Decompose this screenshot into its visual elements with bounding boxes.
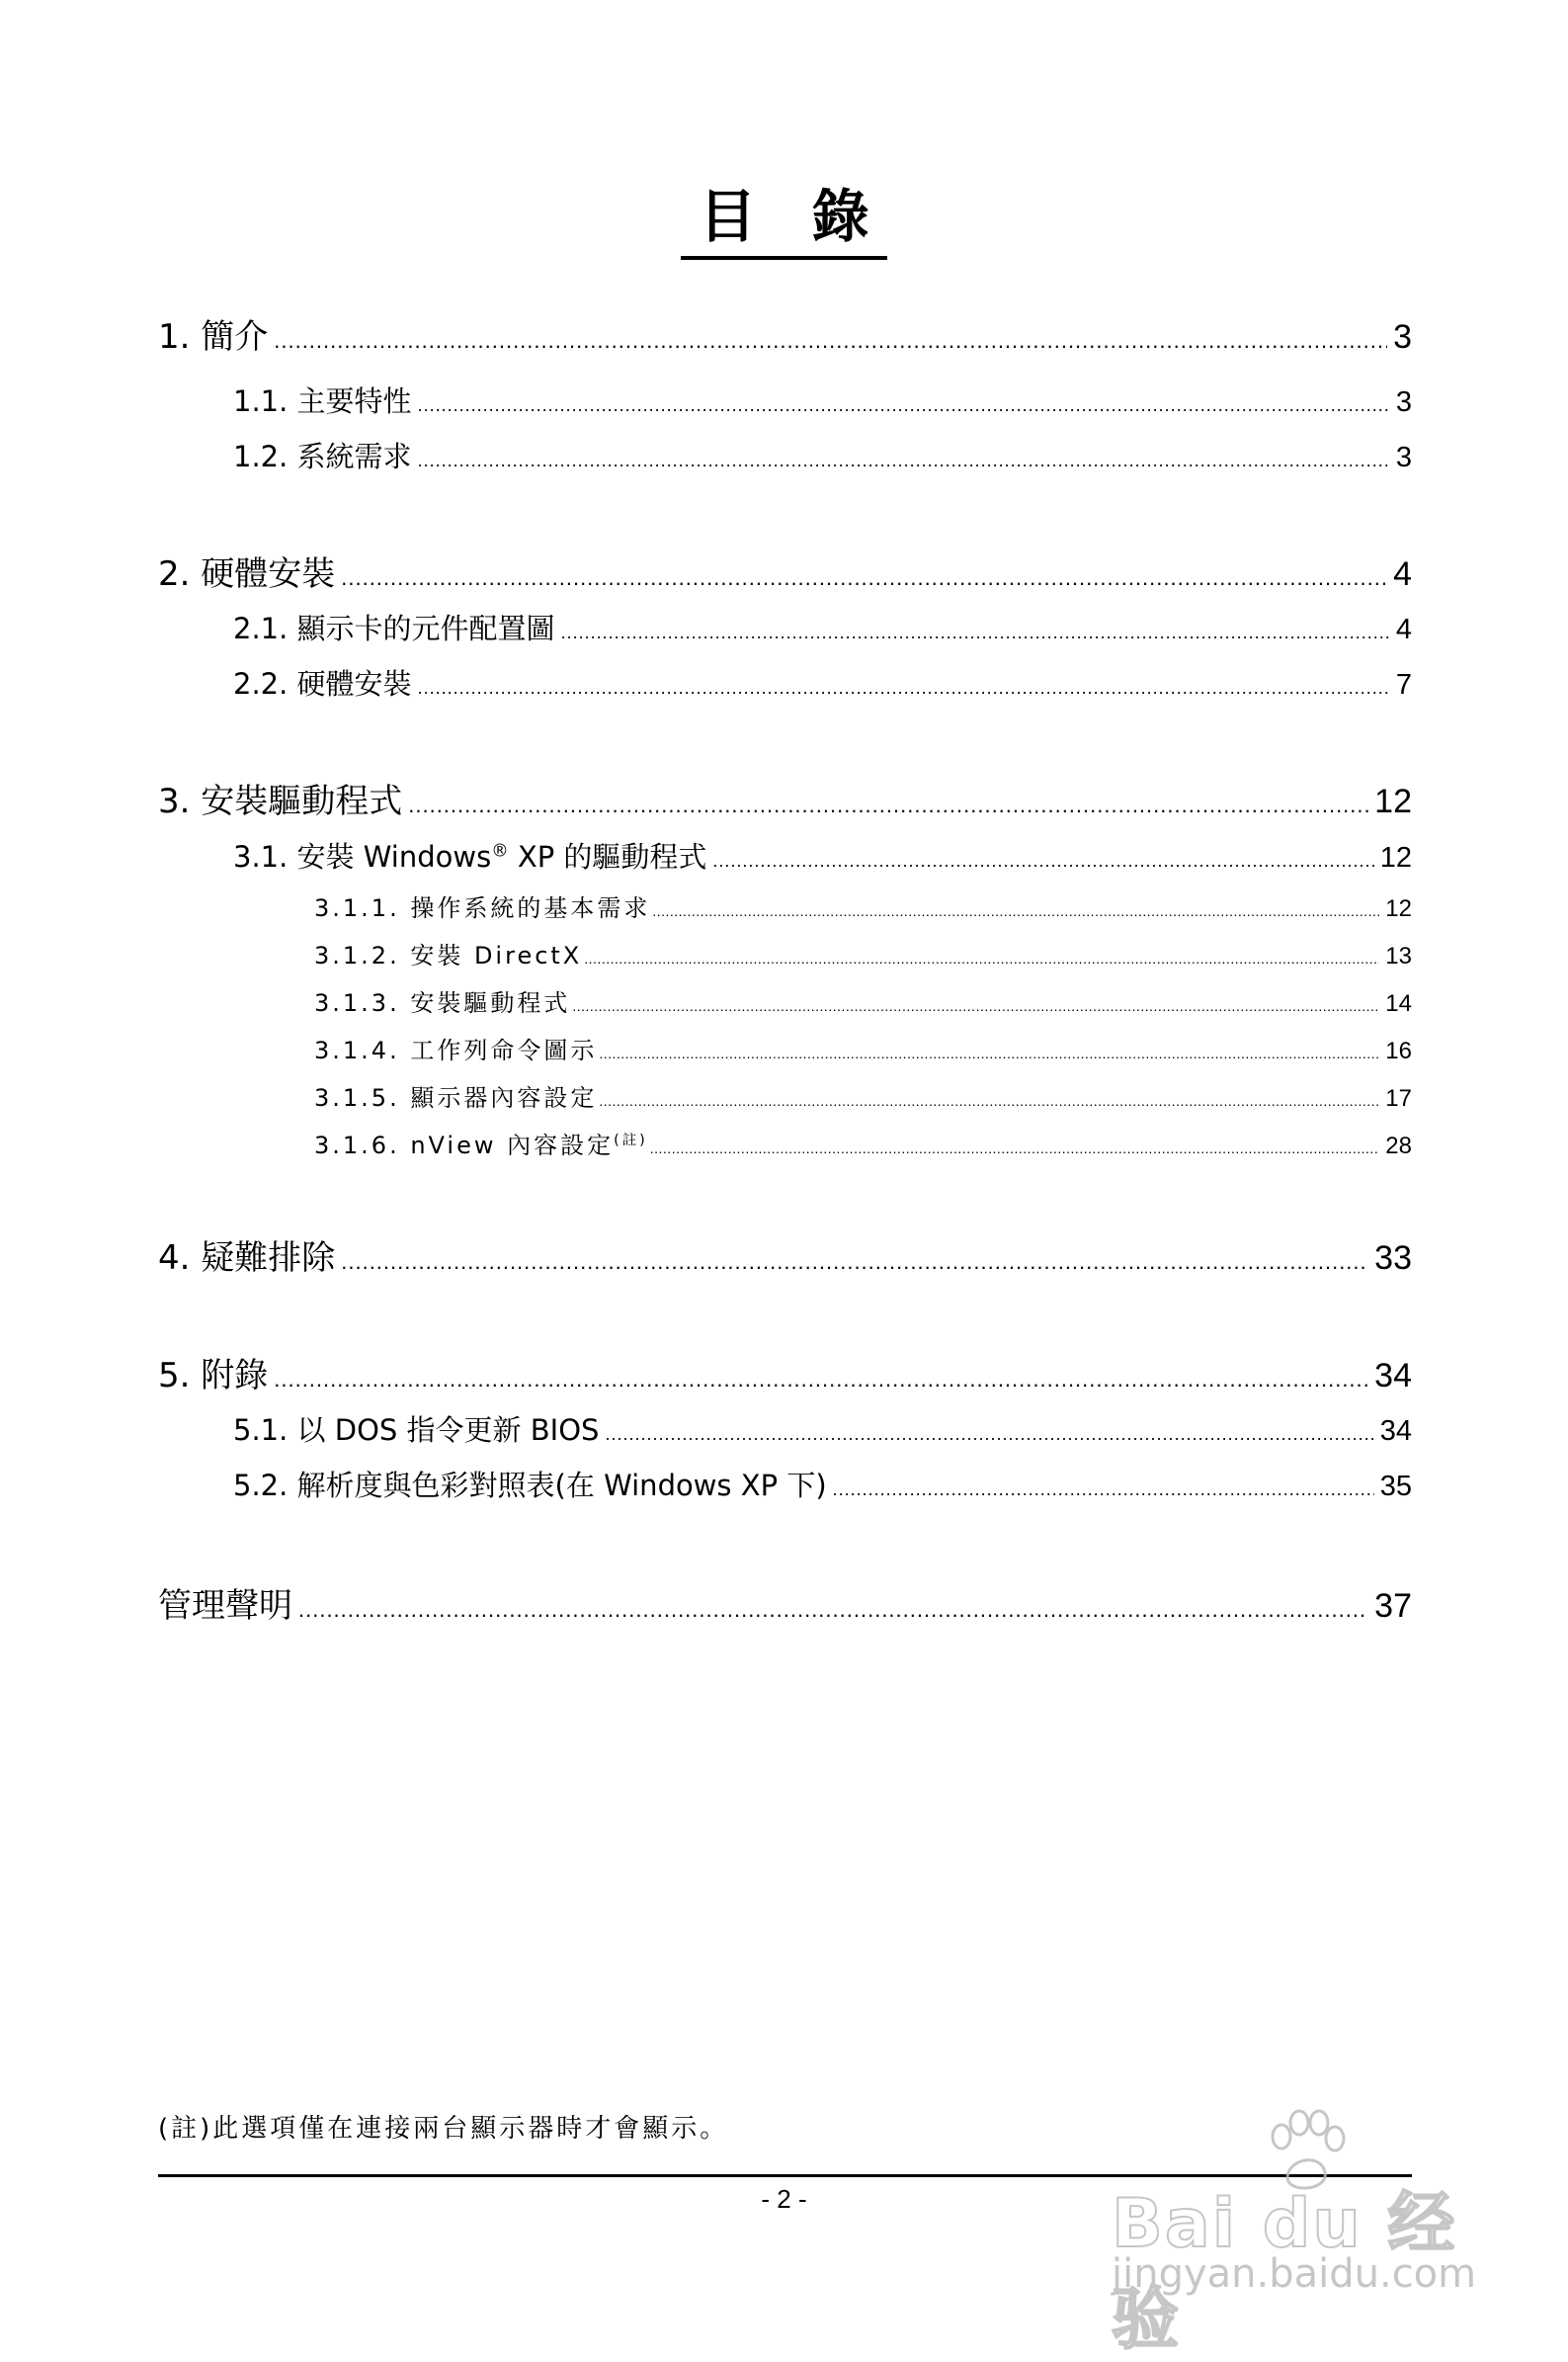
dot-leader xyxy=(418,451,1390,471)
toc-entry[interactable] xyxy=(314,1126,1412,1160)
toc-entry[interactable] xyxy=(233,835,1412,876)
toc-entry-label: 1. 簡介 xyxy=(158,317,269,357)
toc-entry-page: 33 xyxy=(1374,1239,1412,1277)
dot-leader xyxy=(584,951,1379,967)
toc-entry-label-rest: XP 的驅動程式 xyxy=(508,840,707,874)
toc-title xyxy=(0,170,1568,253)
registered-mark: ® xyxy=(491,841,509,862)
toc-entry-label: 3.1.1. 操作系統的基本需求 xyxy=(314,894,651,922)
watermark-brand: Bai du 经验 xyxy=(1112,2185,1457,2359)
toc-entry[interactable] xyxy=(314,983,1412,1018)
toc-entry-label xyxy=(314,1126,648,1160)
toc-entry[interactable] xyxy=(233,435,1412,475)
toc-entry[interactable] xyxy=(314,888,1412,923)
toc-entry[interactable] xyxy=(158,1230,1412,1279)
toc-entry-page: 3 xyxy=(1393,318,1412,356)
dot-leader xyxy=(418,678,1390,699)
toc-entry[interactable] xyxy=(233,380,1412,420)
dot-leader xyxy=(712,851,1373,872)
toc-entry-page: 12 xyxy=(1374,783,1412,820)
footnote: (註)此選項僅在連接兩台顯示器時才會顯示。 xyxy=(158,2114,729,2144)
toc-entry-page: 17 xyxy=(1385,1085,1412,1112)
dot-leader xyxy=(599,1046,1379,1061)
page-number: - 2 - xyxy=(761,2184,807,2214)
toc-entry-label: 4. 疑難排除 xyxy=(158,1238,336,1278)
toc-entry-page: 34 xyxy=(1379,1415,1412,1447)
dot-leader xyxy=(572,998,1379,1014)
toc-entry-page: 12 xyxy=(1385,895,1412,922)
dot-leader xyxy=(561,623,1390,643)
toc-entry-label: 1.2. 系統需求 xyxy=(233,440,412,473)
dot-leader xyxy=(605,1424,1373,1445)
toc-entry[interactable] xyxy=(158,547,1412,595)
toc-entry[interactable] xyxy=(158,1348,1412,1396)
toc-entry-label: 2.2. 硬體安裝 xyxy=(233,667,412,701)
toc-entry[interactable] xyxy=(233,662,1412,703)
toc-entry-label: 管理聲明 xyxy=(158,1586,292,1626)
dot-leader xyxy=(274,1367,1368,1392)
toc-entry-page: 7 xyxy=(1395,669,1412,701)
toc-entry-label-main: 3.1. 安裝 Windows xyxy=(233,840,492,874)
dot-leader xyxy=(650,1140,1380,1156)
toc-entry[interactable] xyxy=(233,1464,1412,1504)
toc-entry-page: 12 xyxy=(1379,842,1412,874)
toc-entry-page: 34 xyxy=(1374,1357,1412,1394)
toc-entry[interactable] xyxy=(314,936,1412,970)
toc-entry-page: 28 xyxy=(1385,1133,1412,1159)
dot-leader xyxy=(274,328,1387,354)
toc-entry-page: 14 xyxy=(1385,990,1412,1017)
toc-entry-label: 3.1.3. 安裝驅動程式 xyxy=(314,989,571,1017)
footnote-ref: (註) xyxy=(614,1133,648,1148)
toc-entry-label: 1.1. 主要特性 xyxy=(233,384,412,418)
dot-leader xyxy=(833,1479,1374,1500)
toc-entry-label: 5. 附錄 xyxy=(158,1356,269,1395)
toc-entry-label xyxy=(233,835,706,876)
toc-entry-page: 3 xyxy=(1395,386,1412,418)
toc-entry-page: 13 xyxy=(1385,943,1412,970)
toc-title-text: 目 錄 xyxy=(681,183,886,260)
dot-leader xyxy=(652,903,1379,919)
toc-entry-label: 2. 硬體安裝 xyxy=(158,554,336,594)
toc-entry-label: 3.1.2. 安裝 DirectX xyxy=(314,942,583,970)
toc-entry-page: 4 xyxy=(1395,614,1412,645)
toc-entry-label: 3. 安裝驅動程式 xyxy=(158,782,403,821)
dot-leader xyxy=(298,1597,1368,1623)
toc-entry-label: 2.1. 顯示卡的元件配置圖 xyxy=(233,612,555,645)
dot-leader xyxy=(408,793,1368,818)
toc-entry[interactable] xyxy=(158,774,1412,822)
toc-entry-label-main: 3.1.6. nView 內容設定 xyxy=(314,1132,615,1159)
dot-leader xyxy=(341,1249,1368,1275)
toc-entry-label: 3.1.4. 工作列命令圖示 xyxy=(314,1037,598,1064)
toc-entry-page: 37 xyxy=(1374,1587,1412,1625)
toc-entry-page: 4 xyxy=(1393,555,1412,593)
watermark-url: jingyan.baidu.com xyxy=(1112,2251,1477,2297)
toc-entry-page: 16 xyxy=(1385,1038,1412,1064)
dot-leader xyxy=(341,565,1387,591)
toc-entry[interactable] xyxy=(233,607,1412,647)
toc-entry[interactable] xyxy=(158,309,1412,358)
dot-leader xyxy=(418,395,1390,416)
toc-entry-page: 35 xyxy=(1379,1471,1412,1502)
toc-entry-label: 5.2. 解析度與色彩對照表(在 Windows XP 下) xyxy=(233,1469,827,1502)
toc-entry-label: 5.1. 以 DOS 指令更新 BIOS xyxy=(233,1413,600,1447)
toc-entry[interactable] xyxy=(314,1078,1412,1113)
toc-entry-label: 3.1.5. 顯示器內容設定 xyxy=(314,1084,598,1112)
toc-entry[interactable] xyxy=(158,1578,1412,1627)
dot-leader xyxy=(599,1093,1379,1109)
toc-entry[interactable] xyxy=(314,1031,1412,1065)
toc-entry-page: 3 xyxy=(1395,442,1412,473)
baidu-watermark xyxy=(1112,2107,1487,2359)
toc-entry[interactable] xyxy=(233,1408,1412,1449)
